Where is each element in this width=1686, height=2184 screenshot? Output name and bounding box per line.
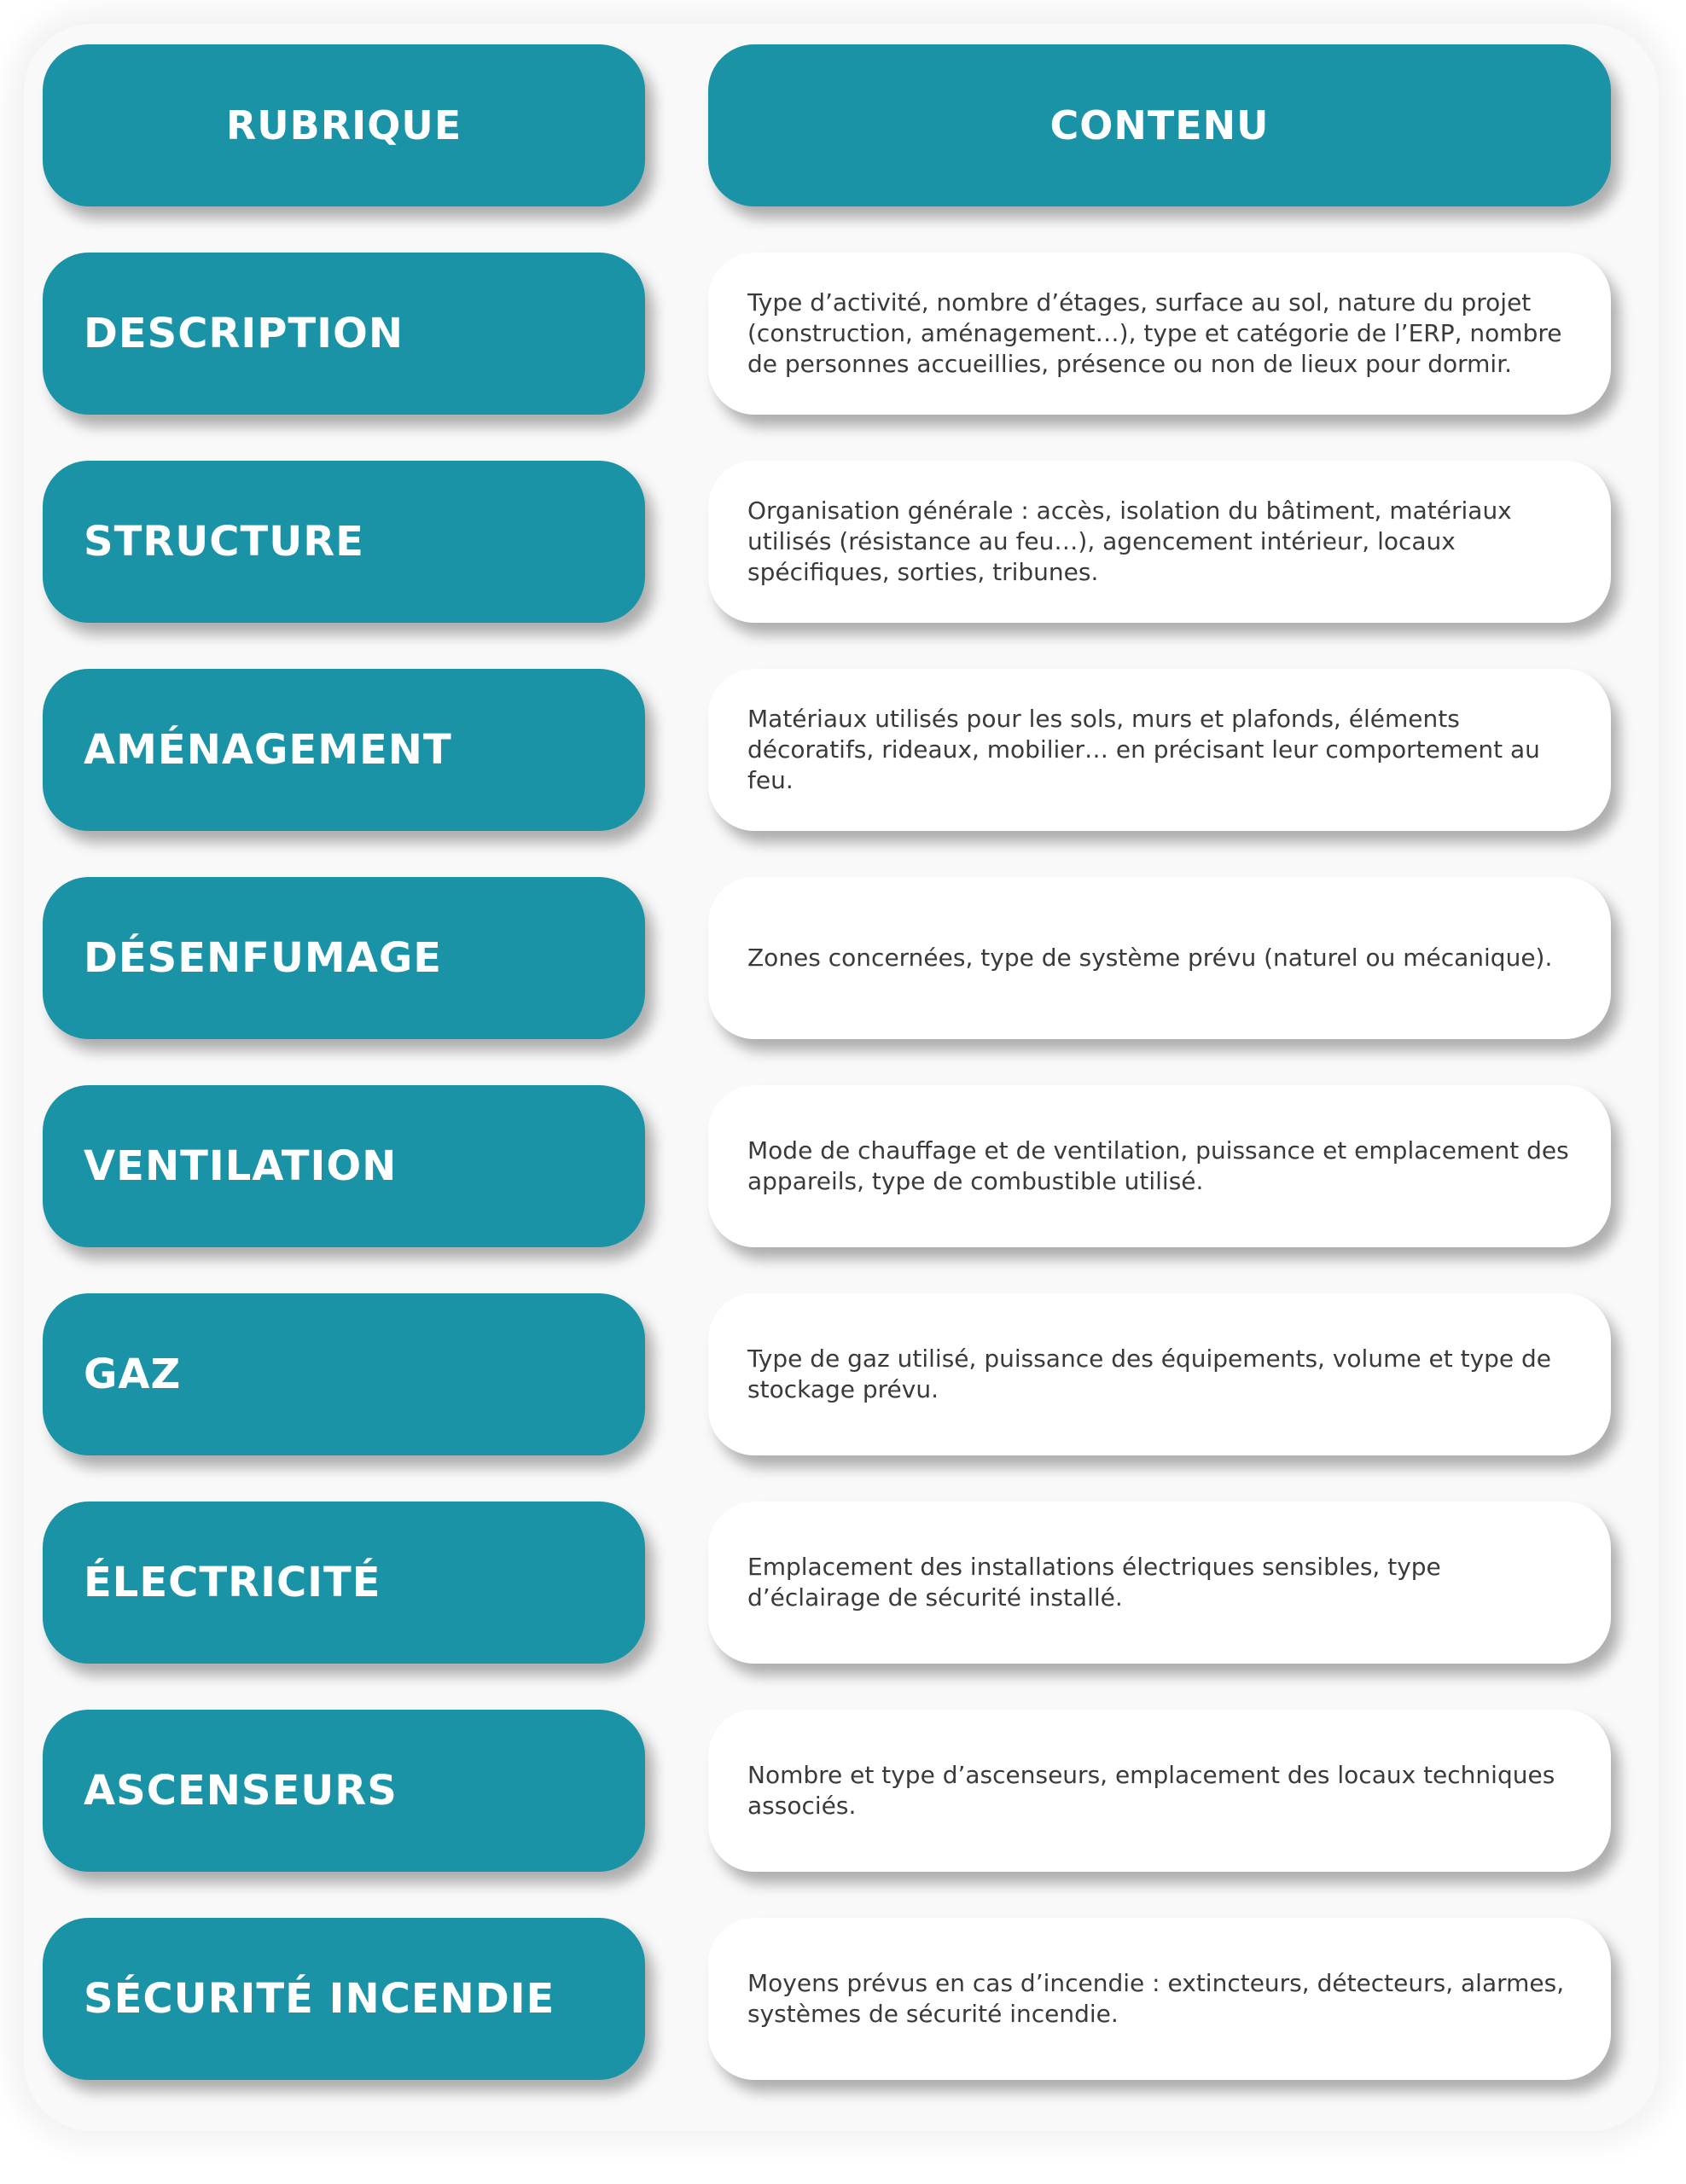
rubrique-label: ÉLECTRICITÉ <box>84 1559 381 1606</box>
rubrique-label: SÉCURITÉ INCENDIE <box>84 1975 555 2023</box>
rubrique-label: ASCENSEURS <box>84 1767 398 1815</box>
rubrique-label: VENTILATION <box>84 1142 398 1190</box>
contenu-cell <box>708 253 1611 415</box>
header-contenu: CONTENU <box>1049 102 1270 148</box>
rubrique-label: STRUCTURE <box>84 518 364 566</box>
rubrique-cell <box>43 877 645 1039</box>
table-row <box>0 1710 1686 1872</box>
rubrique-cell <box>43 1918 645 2080</box>
rubrique-label: DÉSENFUMAGE <box>84 934 443 982</box>
table-row <box>0 461 1686 623</box>
table-row <box>0 1293 1686 1455</box>
table-row <box>0 1918 1686 2080</box>
table-row <box>0 1085 1686 1247</box>
contenu-text: Type de gaz utilisé, puissance des équipements, volume et type de stockage prévu. <box>747 1345 1552 1403</box>
contenu-text: Type d’activité, nombre d’étages, surface au sol, nature du projet (construction, aménagement…), type et catégorie de l’ERP, nombre de personnes accueillies, présence ou non de lieux pour dormir. <box>747 288 1562 378</box>
contenu-cell <box>708 1085 1611 1247</box>
table-row <box>0 877 1686 1039</box>
rubrique-cell <box>43 253 645 415</box>
rubrique-cell <box>43 669 645 831</box>
contenu-text: Zones concernées, type de système prévu (naturel ou mécanique). <box>747 944 1553 972</box>
table-row <box>0 669 1686 831</box>
rubrique-label: GAZ <box>84 1350 182 1398</box>
contenu-cell <box>708 1502 1611 1664</box>
contenu-cell <box>708 877 1611 1039</box>
contenu-text: Mode de chauffage et de ventilation, puissance et emplacement des appareils, type de combustible utilisé. <box>747 1136 1569 1195</box>
contenu-text: Matériaux utilisés pour les sols, murs et plafonds, éléments décoratifs, rideaux, mobilier… en précisant leur comportement au feu. <box>747 705 1540 794</box>
table-row <box>0 1502 1686 1664</box>
table-header <box>0 44 1686 206</box>
contenu-text: Nombre et type d’ascenseurs, emplacement des locaux techniques associés. <box>747 1761 1555 1820</box>
header-rubrique-cell <box>43 44 645 206</box>
contenu-cell <box>708 1293 1611 1455</box>
header-contenu-cell <box>708 44 1611 206</box>
rubrique-cell <box>43 1293 645 1455</box>
contenu-cell <box>708 1918 1611 2080</box>
rubrique-cell <box>43 1502 645 1664</box>
rubrique-cell <box>43 1085 645 1247</box>
contenu-text: Emplacement des installations électriques sensibles, type d’éclairage de sécurité installé. <box>747 1553 1441 1612</box>
rubrique-cell <box>43 1710 645 1872</box>
rubrique-label: DESCRIPTION <box>84 310 404 357</box>
contenu-text: Moyens prévus en cas d’incendie : extincteurs, détecteurs, alarmes, systèmes de sécurité incendie. <box>747 1969 1565 2028</box>
rubrique-label: AMÉNAGEMENT <box>84 726 452 774</box>
rubrique-cell <box>43 461 645 623</box>
contenu-cell <box>708 461 1611 623</box>
header-rubrique: RUBRIQUE <box>225 102 462 148</box>
contenu-cell <box>708 1710 1611 1872</box>
table-row <box>0 253 1686 415</box>
contenu-cell <box>708 669 1611 831</box>
contenu-text: Organisation générale : accès, isolation du bâtiment, matériaux utilisés (résistance au feu…), agencement intérieur, locaux spécifiques, sorties, tribunes. <box>747 497 1512 586</box>
